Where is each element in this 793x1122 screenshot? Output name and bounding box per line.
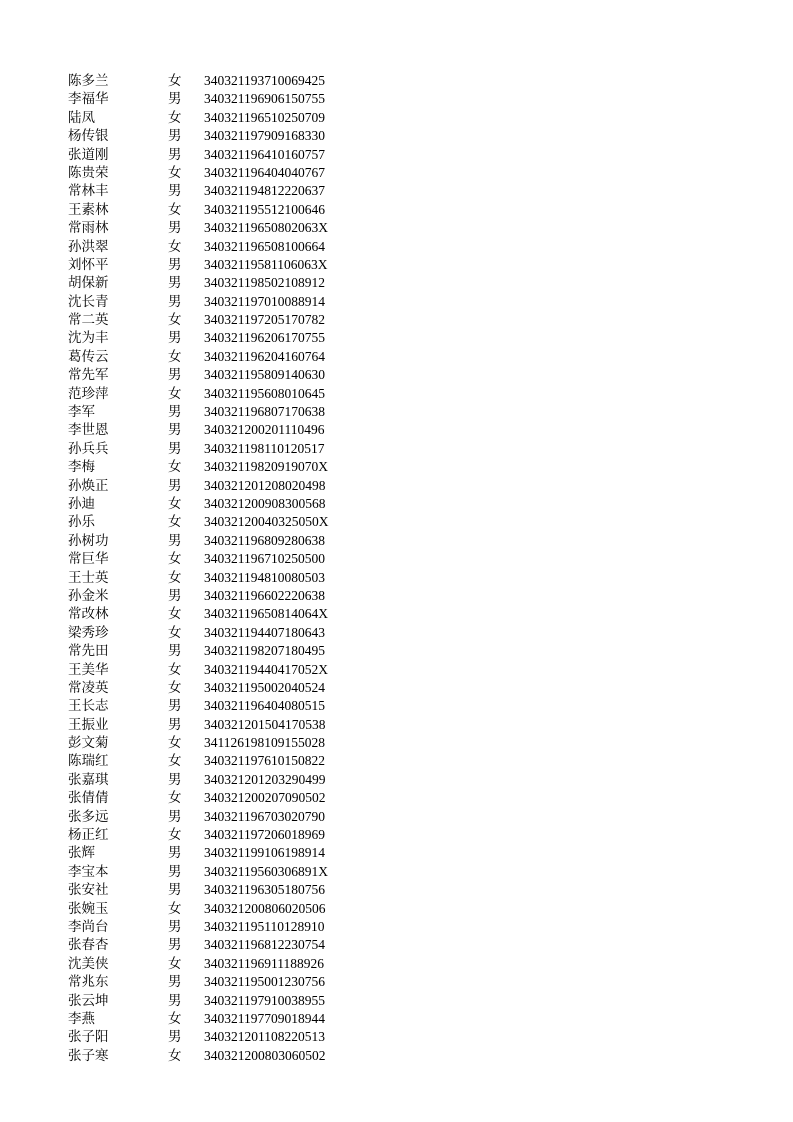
person-name: 梁秀珍 <box>68 624 109 641</box>
person-sex: 女 <box>168 606 182 623</box>
table-row <box>68 458 408 476</box>
person-name: 陈贵荣 <box>68 164 109 181</box>
table-row <box>68 734 408 752</box>
person-sex: 女 <box>168 900 182 917</box>
table-row <box>68 440 408 458</box>
table-row <box>68 274 408 292</box>
person-id-number: 340321201504170538 <box>204 716 326 732</box>
person-name: 张安社 <box>68 882 109 899</box>
table-row <box>68 679 408 697</box>
person-name: 张春杏 <box>68 937 109 954</box>
person-sex: 女 <box>168 753 182 770</box>
person-id-number: 340321200803060502 <box>204 1047 326 1063</box>
person-id-number: 340321196508100664 <box>204 238 325 254</box>
person-sex: 女 <box>168 569 182 586</box>
person-sex: 男 <box>168 293 182 310</box>
person-sex: 男 <box>168 845 182 862</box>
roster-table <box>68 72 408 1065</box>
person-sex: 男 <box>168 808 182 825</box>
person-name: 张辉 <box>68 845 95 862</box>
table-row <box>68 1047 408 1065</box>
person-id-number: 340321199106198914 <box>204 845 325 861</box>
table-row <box>68 109 408 127</box>
person-name: 张子阳 <box>68 1029 109 1046</box>
person-id-number: 340321197709018944 <box>204 1010 325 1026</box>
person-name: 张子寒 <box>68 1047 109 1064</box>
person-sex: 男 <box>168 716 182 733</box>
person-name: 范珍萍 <box>68 385 109 402</box>
person-id-number: 340321194810080503 <box>204 569 325 585</box>
table-row <box>68 936 408 954</box>
person-id-number: 340321197909168330 <box>204 128 325 144</box>
person-sex: 女 <box>168 790 182 807</box>
table-row <box>68 256 408 274</box>
person-sex: 女 <box>168 348 182 365</box>
person-sex: 男 <box>168 863 182 880</box>
person-sex: 男 <box>168 330 182 347</box>
table-row <box>68 624 408 642</box>
table-row <box>68 642 408 660</box>
table-row <box>68 605 408 623</box>
table-row <box>68 716 408 734</box>
person-id-number: 34032120040325050X <box>204 514 329 530</box>
person-sex: 男 <box>168 440 182 457</box>
person-id-number: 340321195002040524 <box>204 679 325 695</box>
person-sex: 男 <box>168 643 182 660</box>
table-row <box>68 146 408 164</box>
person-id-number: 340321196911188926 <box>204 955 324 971</box>
table-row <box>68 90 408 108</box>
person-sex: 女 <box>168 514 182 531</box>
person-id-number: 340321196809280638 <box>204 532 325 548</box>
table-row <box>68 532 408 550</box>
person-name: 张倩倩 <box>68 790 109 807</box>
person-id-number: 340321196906150755 <box>204 91 325 107</box>
person-name: 孙树功 <box>68 532 109 549</box>
person-id-number: 340321198207180495 <box>204 643 325 659</box>
person-sex: 女 <box>168 201 182 218</box>
person-id-number: 340321193710069425 <box>204 73 325 88</box>
person-id-number: 340321195110128910 <box>204 918 325 934</box>
person-id-number: 340321200908300568 <box>204 495 326 511</box>
person-id-number: 340321197910038955 <box>204 992 325 1008</box>
person-name: 常先田 <box>68 643 109 660</box>
person-sex: 女 <box>168 73 182 89</box>
person-sex: 男 <box>168 1029 182 1046</box>
person-sex: 男 <box>168 404 182 421</box>
table-row <box>68 238 408 256</box>
person-id-number: 34032119650814064X <box>204 606 328 622</box>
person-sex: 女 <box>168 551 182 568</box>
person-name: 沈长青 <box>68 293 109 310</box>
person-name: 常林丰 <box>68 183 109 200</box>
person-name: 张嘉琪 <box>68 771 109 788</box>
person-sex: 女 <box>168 459 182 476</box>
person-id-number: 340321196410160757 <box>204 146 325 162</box>
person-id-number: 340321196404080515 <box>204 698 325 714</box>
person-name: 杨正红 <box>68 827 109 844</box>
person-id-number: 34032119560306891X <box>204 863 328 879</box>
person-sex: 女 <box>168 827 182 844</box>
person-id-number: 340321201108220513 <box>204 1029 325 1045</box>
table-row <box>68 697 408 715</box>
table-row <box>68 881 408 899</box>
person-id-number: 340321196305180756 <box>204 882 325 898</box>
person-name: 彭文菊 <box>68 735 109 752</box>
person-name: 孙金米 <box>68 587 109 604</box>
person-sex: 女 <box>168 661 182 678</box>
person-id-number: 340321198110120517 <box>204 440 325 456</box>
person-sex: 男 <box>168 587 182 604</box>
table-row <box>68 1028 408 1046</box>
person-sex: 男 <box>168 771 182 788</box>
person-sex: 女 <box>168 495 182 512</box>
person-id-number: 340321194812220637 <box>204 183 325 199</box>
table-row <box>68 348 408 366</box>
person-name: 张多远 <box>68 808 109 825</box>
person-name: 杨传银 <box>68 128 109 145</box>
person-sex: 男 <box>168 974 182 991</box>
table-row <box>68 311 408 329</box>
person-id-number: 340321195809140630 <box>204 367 325 383</box>
person-id-number: 340321200806020506 <box>204 900 326 916</box>
table-row <box>68 495 408 513</box>
person-sex: 男 <box>168 220 182 237</box>
person-name: 常兆东 <box>68 974 109 991</box>
person-id-number: 340321194407180643 <box>204 624 325 640</box>
person-name: 常二英 <box>68 312 109 329</box>
person-name: 刘怀平 <box>68 256 109 273</box>
person-id-number: 340321201208020498 <box>204 477 326 493</box>
table-row <box>68 771 408 789</box>
table-row <box>68 550 408 568</box>
person-name: 常改林 <box>68 606 109 623</box>
table-row <box>68 513 408 531</box>
table-row <box>68 1010 408 1028</box>
person-id-number: 340321196204160764 <box>204 348 325 364</box>
person-name: 沈美侠 <box>68 955 109 972</box>
person-name: 葛传云 <box>68 348 109 365</box>
person-name: 王长志 <box>68 698 109 715</box>
person-sex: 男 <box>168 146 182 163</box>
person-name: 陈多兰 <box>68 73 109 89</box>
person-sex: 女 <box>168 624 182 641</box>
person-sex: 男 <box>168 91 182 108</box>
person-name: 李世恩 <box>68 422 109 439</box>
person-name: 常先军 <box>68 367 109 384</box>
person-sex: 男 <box>168 128 182 145</box>
person-id-number: 340321197610150822 <box>204 753 325 769</box>
table-row <box>68 385 408 403</box>
person-name: 常凌英 <box>68 679 109 696</box>
person-name: 李宝本 <box>68 863 109 880</box>
person-sex: 男 <box>168 918 182 935</box>
table-row <box>68 844 408 862</box>
person-id-number: 34032119820919070X <box>204 459 328 475</box>
person-sex: 女 <box>168 238 182 255</box>
table-row <box>68 366 408 384</box>
person-id-number: 340321196807170638 <box>204 404 325 420</box>
table-row <box>68 992 408 1010</box>
person-name: 孙迪 <box>68 495 95 512</box>
person-name: 常巨华 <box>68 551 109 568</box>
table-row <box>68 826 408 844</box>
person-sex: 女 <box>168 679 182 696</box>
person-name: 李尚台 <box>68 918 109 935</box>
person-name: 王美华 <box>68 661 109 678</box>
person-id-number: 34032119650802063X <box>204 220 328 236</box>
person-id-number: 340321197206018969 <box>204 827 325 843</box>
table-row <box>68 973 408 991</box>
person-name: 陆凤 <box>68 109 95 126</box>
person-id-number: 341126198109155028 <box>204 735 325 751</box>
person-name: 孙洪翠 <box>68 238 109 255</box>
table-row <box>68 201 408 219</box>
person-sex: 男 <box>168 882 182 899</box>
person-sex: 女 <box>168 1010 182 1027</box>
table-row <box>68 587 408 605</box>
person-name: 孙兵兵 <box>68 440 109 457</box>
person-sex: 男 <box>168 256 182 273</box>
person-name: 李福华 <box>68 91 109 108</box>
person-sex: 女 <box>168 109 182 126</box>
person-id-number: 340321196404040767 <box>204 164 325 180</box>
person-name: 常雨林 <box>68 220 109 237</box>
table-row <box>68 219 408 237</box>
person-id-number: 340321195001230756 <box>204 974 325 990</box>
table-row <box>68 164 408 182</box>
table-row <box>68 421 408 439</box>
person-name: 王素林 <box>68 201 109 218</box>
person-sex: 女 <box>168 735 182 752</box>
person-name: 张婉玉 <box>68 900 109 917</box>
person-id-number: 340321198502108912 <box>204 275 325 291</box>
table-row <box>68 955 408 973</box>
person-id-number: 340321201203290499 <box>204 771 326 787</box>
person-sex: 女 <box>168 385 182 402</box>
table-row <box>68 789 408 807</box>
person-sex: 女 <box>168 1047 182 1064</box>
person-name: 张道刚 <box>68 146 109 163</box>
person-id-number: 340321195608010645 <box>204 385 325 401</box>
person-id-number: 340321200201110496 <box>204 422 325 438</box>
person-id-number: 340321197205170782 <box>204 312 325 328</box>
person-id-number: 340321196703020790 <box>204 808 325 824</box>
person-id-number: 340321200207090502 <box>204 790 326 806</box>
person-sex: 男 <box>168 992 182 1009</box>
table-row <box>68 752 408 770</box>
table-row <box>68 569 408 587</box>
person-name: 孙乐 <box>68 514 95 531</box>
table-row <box>68 661 408 679</box>
person-name: 李军 <box>68 404 95 421</box>
person-name: 李梅 <box>68 459 95 476</box>
person-name: 胡保新 <box>68 275 109 292</box>
person-sex: 女 <box>168 164 182 181</box>
person-sex: 女 <box>168 955 182 972</box>
person-name: 张云坤 <box>68 992 109 1009</box>
table-row <box>68 182 408 200</box>
person-id-number: 340321196206170755 <box>204 330 325 346</box>
person-sex: 女 <box>168 312 182 329</box>
person-sex: 男 <box>168 477 182 494</box>
table-row <box>68 863 408 881</box>
person-id-number: 340321196602220638 <box>204 587 325 603</box>
person-sex: 男 <box>168 422 182 439</box>
person-id-number: 340321195512100646 <box>204 201 325 217</box>
table-row <box>68 403 408 421</box>
person-name: 孙焕正 <box>68 477 109 494</box>
person-sex: 男 <box>168 698 182 715</box>
person-name: 李燕 <box>68 1010 95 1027</box>
person-id-number: 340321196812230754 <box>204 937 325 953</box>
person-sex: 男 <box>168 532 182 549</box>
table-row <box>68 293 408 311</box>
table-row <box>68 808 408 826</box>
table-row <box>68 127 408 145</box>
person-sex: 男 <box>168 183 182 200</box>
person-id-number: 34032119440417052X <box>204 661 328 677</box>
table-row <box>68 72 408 90</box>
person-id-number: 340321197010088914 <box>204 293 325 309</box>
person-name: 王士英 <box>68 569 109 586</box>
person-id-number: 340321196710250500 <box>204 551 325 567</box>
person-sex: 男 <box>168 367 182 384</box>
table-row <box>68 900 408 918</box>
person-sex: 男 <box>168 275 182 292</box>
person-name: 陈瑞红 <box>68 753 109 770</box>
table-row <box>68 477 408 495</box>
person-id-number: 34032119581106063X <box>204 256 328 272</box>
person-name: 沈为丰 <box>68 330 109 347</box>
table-row <box>68 918 408 936</box>
person-sex: 男 <box>168 937 182 954</box>
person-id-number: 340321196510250709 <box>204 109 325 125</box>
person-name: 王振业 <box>68 716 109 733</box>
table-row <box>68 329 408 347</box>
